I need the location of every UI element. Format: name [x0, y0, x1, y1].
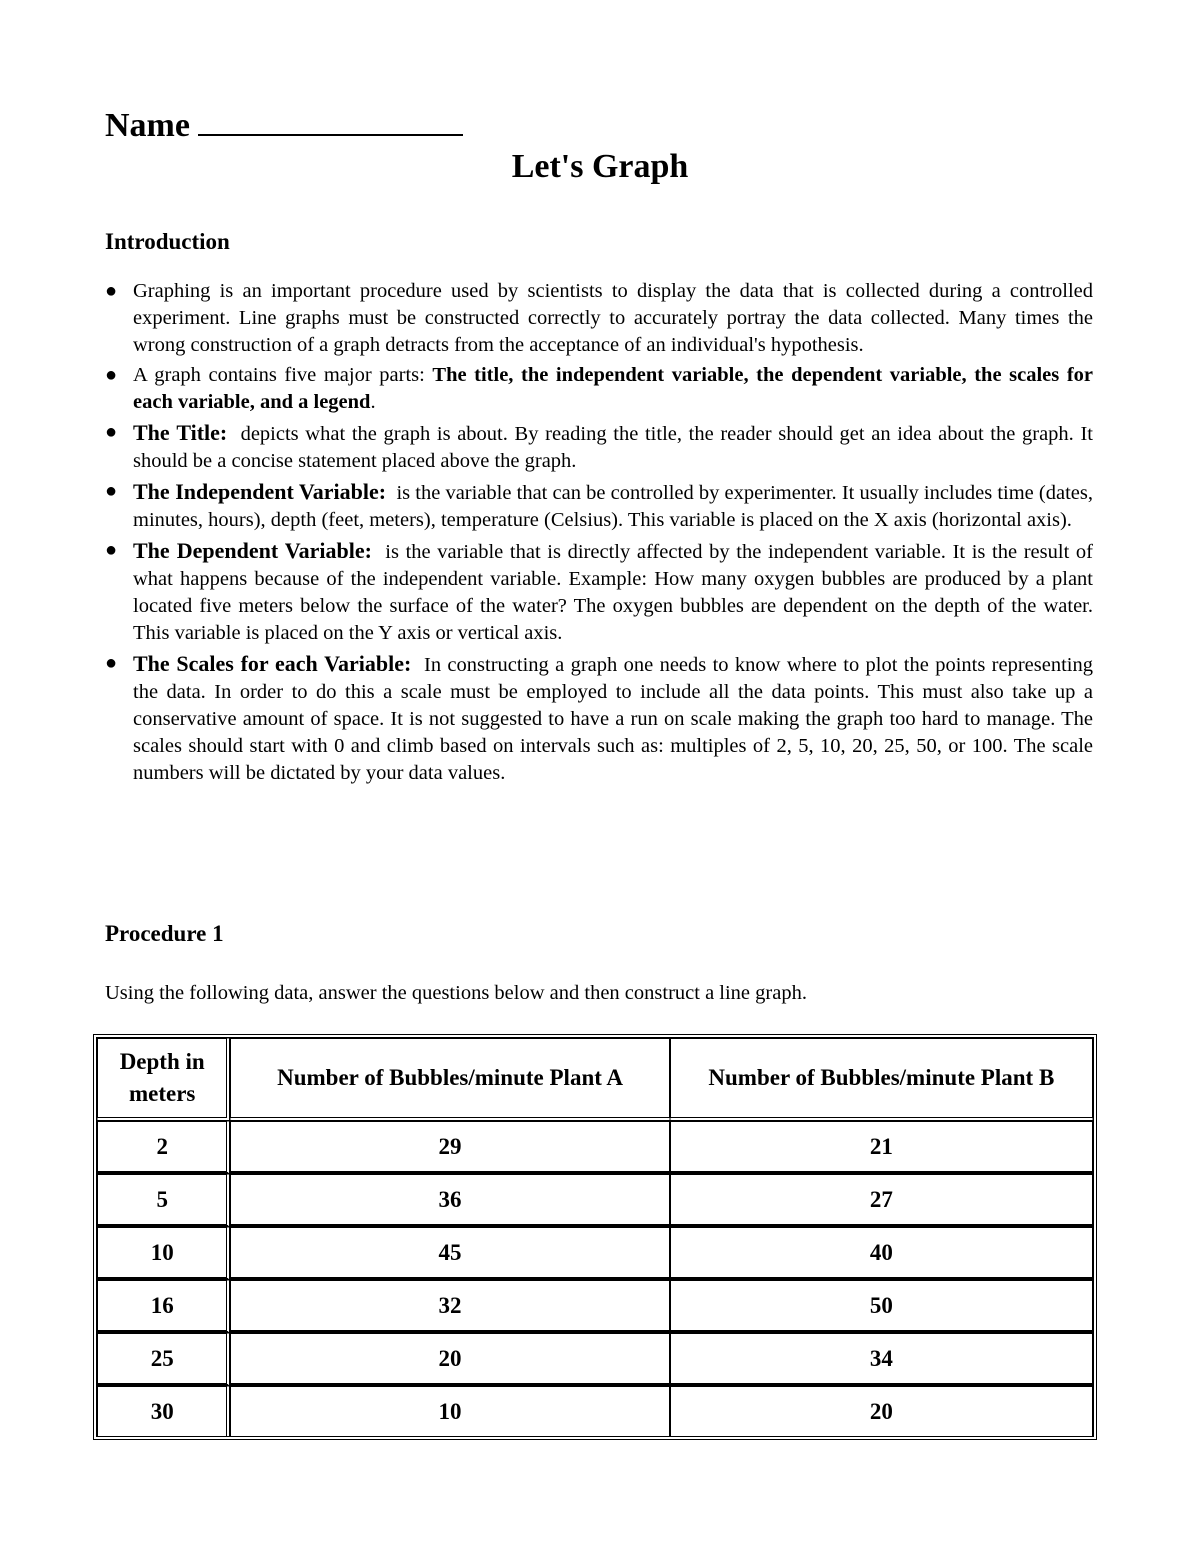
bullet-term: The Scales for each Variable: [133, 651, 412, 676]
bullet-bold-text: The title, the independent variable, the dependent variable, the scales for each variable, and a legend [133, 364, 1093, 413]
table-row [97, 1333, 1093, 1386]
column-header-plant-b: Number of Bubbles/minute Plant B [670, 1038, 1093, 1121]
cell-plant-b: 34 [670, 1333, 1093, 1386]
cell-plant-a: 36 [230, 1174, 669, 1227]
bullet-lead: A graph contains five major parts: [133, 364, 433, 386]
list-item [105, 362, 1093, 416]
cell-plant-b: 27 [670, 1174, 1093, 1227]
bullet-text: is the variable that is directly affected by the independent variable. It is the result of what happens because of the independent variable. Example: How many oxygen bubbles are produced by a plant located five meters below the surface of the water? The oxygen bubbles are dependent on the depth of the water. This variable is placed on the Y axis or vertical axis. [133, 541, 1093, 644]
cell-depth: 2 [97, 1121, 230, 1174]
table-row [97, 1174, 1093, 1227]
list-item [105, 419, 1093, 475]
table-row [97, 1280, 1093, 1333]
procedure-heading: Procedure 1 [105, 921, 224, 946]
bullet-text: Graphing is an important procedure used by scientists to display the data that is collected during a controlled experiment. Line graphs must be constructed correctly to accurately portray the data collected. Many times the wrong construction of a graph detracts from the acceptance of an individual's hypothesis. [133, 280, 1093, 356]
cell-depth: 25 [97, 1333, 230, 1386]
bullet-text: is the variable that can be controlled by experimenter. It usually includes time (dates, minutes, hours), depth (feet, meters), temperature (Celsius). This variable is placed on the X axis (horizontal axis). [133, 482, 1094, 531]
introduction-list [105, 278, 1093, 790]
bullet-text: In constructing a graph one needs to know where to plot the points representing the data. In order to do this a scale must be employed to include all the data points. This must also take up a conservative amount of space. It is not suggested to have a run on scale making the graph too hard to manage. The scales should start with 0 and climb based on intervals such as: multiples of 2, 5, 10, 20, 25, 50, or 100. The scale numbers will be dictated by your data values. [133, 654, 1093, 784]
cell-plant-b: 50 [670, 1280, 1093, 1333]
bullet-term: The Title: [133, 420, 228, 445]
cell-plant-b: 21 [670, 1121, 1093, 1174]
bullet-icon: ● [105, 539, 118, 561]
table-row [97, 1227, 1093, 1280]
bullet-icon: ● [105, 280, 118, 302]
bullet-icon: ● [105, 421, 118, 443]
bullet-term: The Independent Variable: [133, 479, 387, 504]
cell-plant-a: 32 [230, 1280, 669, 1333]
column-header-depth: Depth in meters [97, 1038, 230, 1121]
bullet-icon: ● [105, 652, 118, 674]
introduction-heading: Introduction [105, 229, 230, 254]
list-item [105, 537, 1093, 647]
bullet-term: The Dependent Variable: [133, 538, 372, 563]
bullet-tail: . [370, 391, 376, 413]
list-item [105, 478, 1093, 534]
procedure-instruction: Using the following data, answer the questions below and then construct a line graph. [105, 982, 807, 1004]
cell-plant-a: 20 [230, 1333, 669, 1386]
table-row [97, 1386, 1093, 1436]
bullet-icon: ● [105, 364, 118, 386]
column-header-plant-a: Number of Bubbles/minute Plant A [230, 1038, 669, 1121]
data-table [93, 1034, 1097, 1440]
cell-plant-a: 29 [230, 1121, 669, 1174]
name-field [105, 104, 463, 145]
cell-plant-a: 10 [230, 1386, 669, 1436]
cell-depth: 16 [97, 1280, 230, 1333]
page-title: Let's Graph [511, 148, 689, 185]
cell-plant-b: 40 [670, 1227, 1093, 1280]
name-label: Name [105, 107, 190, 144]
list-item [105, 650, 1093, 787]
bullet-icon: ● [105, 480, 118, 502]
cell-depth: 10 [97, 1227, 230, 1280]
cell-plant-b: 20 [670, 1386, 1093, 1436]
bullet-text: depicts what the graph is about. By reading the title, the reader should get an idea about the graph. It should be a concise statement placed above the graph. [133, 423, 1093, 472]
cell-depth: 30 [97, 1386, 230, 1436]
name-blank-line [198, 104, 463, 136]
table-row [97, 1121, 1093, 1174]
table-header-row [97, 1038, 1093, 1121]
cell-depth: 5 [97, 1174, 230, 1227]
list-item [105, 278, 1093, 359]
cell-plant-a: 45 [230, 1227, 669, 1280]
